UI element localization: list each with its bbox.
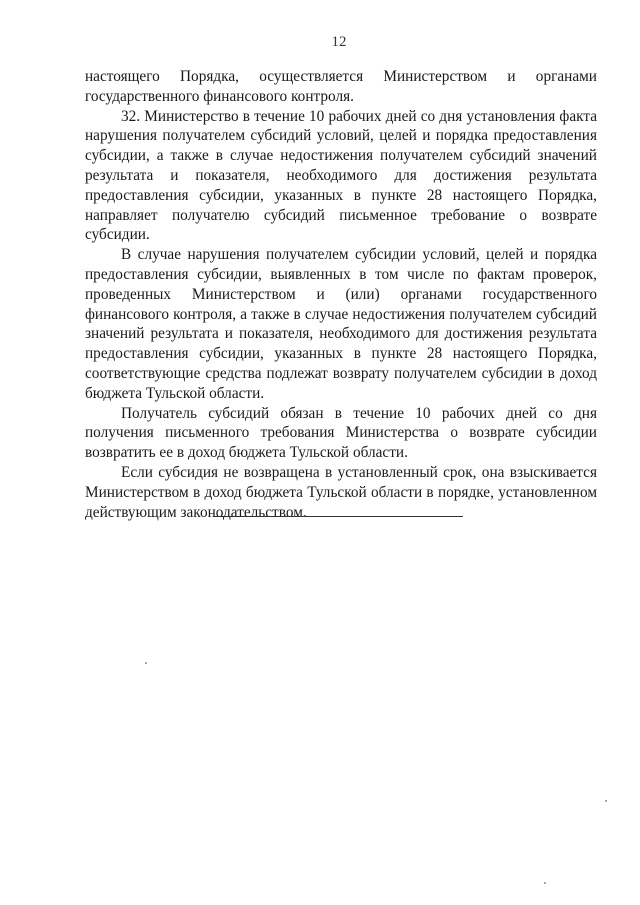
page-number: 12 — [331, 34, 347, 50]
end-separator-line — [213, 516, 463, 517]
paragraph-enforcement: Если субсидия не возвращена в установленный срок, она взыскивается Министерством в доход бюджета Тульской области в порядке, установленном действующим законодательством. — [85, 463, 597, 521]
scan-speck — [145, 662, 147, 664]
scan-speck — [544, 882, 546, 884]
paragraph-refund-deadline: Получатель субсидий обязан в течение 10 рабочих дней со дня получения письменного требования Министерства о возврате субсидии возвратить ее в доход бюджета Тульской области. — [85, 404, 597, 462]
paragraph-continuation: настоящего Порядка, осуществляется Министерством и органами государственного финансового контроля. — [85, 68, 597, 105]
document-body — [85, 67, 597, 522]
paragraph-item-32: 32. Министерство в течение 10 рабочих дней со дня установления факта нарушения получателем субсидий условий, целей и порядка предоставления субсидии, а также в случае недостижения получателем субсидий значений результата и показателя, необходимого для достижения результата предоставления субсидии, указанных в пункте 28 настоящего Порядка, направляет получателю субсидий письменное требование о возврате субсидии. — [85, 107, 597, 244]
scan-speck — [605, 800, 607, 802]
paragraph-refund-conditions: В случае нарушения получателем субсидии условий, целей и порядка предоставления субсидии, выявленных в том числе по фактам проверок, проведенных Министерством и (или) органами государственного финансового контроля, а также в случае недостижения получателем субсидий значений результата и показателя, необходимого для достижения результата предоставления субсидии, указанных в пункте 28 настоящего Порядка, соответствующие средства подлежат возврату получателем субсидии в доход бюджета Тульской области. — [85, 246, 597, 402]
